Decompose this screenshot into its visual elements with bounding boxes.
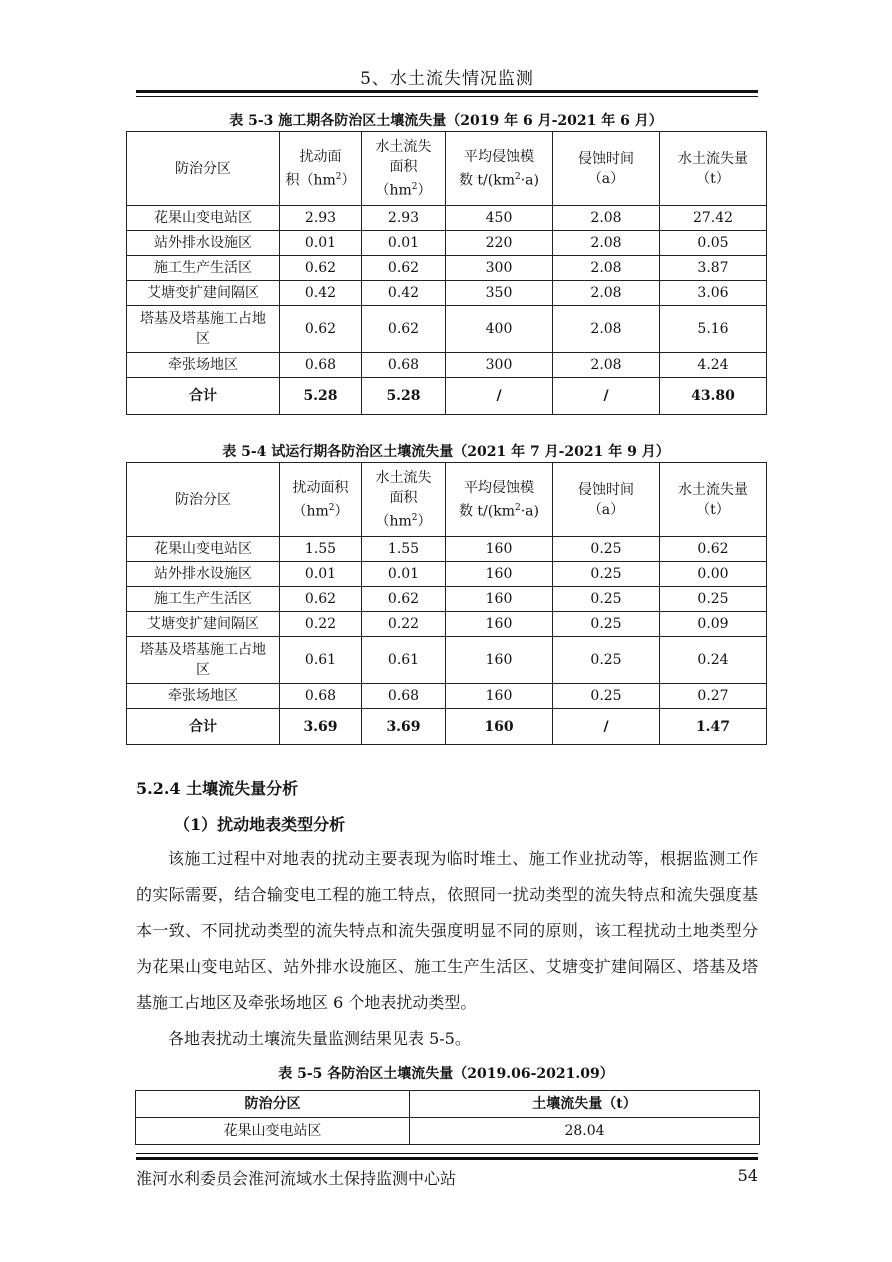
table3 bbox=[135, 1090, 760, 1145]
table1-cell: 塔基及塔基施工占地区 bbox=[127, 306, 280, 353]
table3-row bbox=[136, 1118, 760, 1145]
table2-row bbox=[127, 637, 767, 684]
table2-cell: 0.09 bbox=[660, 612, 767, 637]
table2-header-cell: 扰动面积 $(hm^2)$ bbox=[280, 463, 362, 537]
table2-cell: 1.55 bbox=[362, 537, 446, 562]
table2-cell: 0.25 bbox=[553, 637, 660, 684]
table1-cell: 花果山变电站区 bbox=[127, 206, 280, 231]
table2-total-cell: 160 bbox=[446, 709, 553, 745]
table2-row bbox=[127, 537, 767, 562]
table2-cell: 0.61 bbox=[280, 637, 362, 684]
table1-cell: 300 bbox=[446, 353, 553, 378]
table2-header-cell: 水土流失 面积 $(hm^2)$ bbox=[362, 463, 446, 537]
table1-row bbox=[127, 256, 767, 281]
table1-cell: 300 bbox=[446, 256, 553, 281]
table1-row bbox=[127, 206, 767, 231]
table1-total-cell: / bbox=[553, 378, 660, 415]
table3-header-cell: 防治分区 bbox=[136, 1091, 410, 1118]
table1-cell: 2.08 bbox=[553, 306, 660, 353]
table2-cell: 160 bbox=[446, 637, 553, 684]
table2-cell: 0.25 bbox=[553, 562, 660, 587]
table1-row bbox=[127, 353, 767, 378]
header-rule-thick bbox=[136, 90, 758, 93]
table2-cell: 0.22 bbox=[280, 612, 362, 637]
table1-header-cell: 水土流失 面积 $(hm^2)$ bbox=[362, 132, 446, 206]
table2-row bbox=[127, 684, 767, 709]
table1-cell: 0.42 bbox=[362, 281, 446, 306]
table2-caption: 表 5-4 试运行期各防治区土壤流失量（2021 年 7 月-2021 年 9 月） bbox=[222, 444, 670, 460]
table1-cell: 0.62 bbox=[362, 306, 446, 353]
table1-cell: 0.62 bbox=[280, 256, 362, 281]
table2-cell: 牵张场地区 bbox=[127, 684, 280, 709]
table1-cell: 0.01 bbox=[362, 231, 446, 256]
table2-cell: 站外排水设施区 bbox=[127, 562, 280, 587]
table2-total-row bbox=[127, 709, 767, 745]
table2-cell: 0.25 bbox=[660, 587, 767, 612]
footer-organization: 淮河水利委员会淮河流域水土保持监测中心站 bbox=[136, 1169, 457, 1188]
footer-rule-thin bbox=[136, 1153, 758, 1154]
table1-cell: 艾塘变扩建间隔区 bbox=[127, 281, 280, 306]
table1-row bbox=[127, 231, 767, 256]
table2-cell: 0.68 bbox=[280, 684, 362, 709]
table1-cell: 350 bbox=[446, 281, 553, 306]
chapter-header: 5、水土流失情况监测 bbox=[360, 69, 534, 89]
table2-total-cell: 3.69 bbox=[280, 709, 362, 745]
table2-cell: 塔基及塔基施工占地区 bbox=[127, 637, 280, 684]
table2-row bbox=[127, 562, 767, 587]
table2-cell: 0.22 bbox=[362, 612, 446, 637]
table1-cell: 2.08 bbox=[553, 353, 660, 378]
table1-cell: 施工生产生活区 bbox=[127, 256, 280, 281]
table1-cell: 0.62 bbox=[362, 256, 446, 281]
table1-header-row bbox=[127, 132, 767, 206]
table1-cell: 220 bbox=[446, 231, 553, 256]
table1-header-cell: 扰动面 积$(hm^2)$ bbox=[280, 132, 362, 206]
sub-heading: （1）扰动地表类型分析 bbox=[174, 815, 346, 834]
table2-header-cell: 侵蚀时间 （a） bbox=[553, 463, 660, 537]
table1-cell: 2.08 bbox=[553, 231, 660, 256]
table1-cell: 2.93 bbox=[280, 206, 362, 231]
table1-cell: 0.68 bbox=[362, 353, 446, 378]
table2-cell: 0.25 bbox=[553, 537, 660, 562]
page-number: 54 bbox=[737, 1166, 758, 1185]
table2-total-cell: 3.69 bbox=[362, 709, 446, 745]
table2-cell: 0.01 bbox=[280, 562, 362, 587]
table1-cell: 2.08 bbox=[553, 281, 660, 306]
table1-cell: 站外排水设施区 bbox=[127, 231, 280, 256]
table3-cell: 花果山变电站区 bbox=[136, 1118, 410, 1145]
table1-cell: 3.87 bbox=[660, 256, 767, 281]
table2-cell: 0.62 bbox=[362, 587, 446, 612]
table2-header-cell: 水土流失量 （t） bbox=[660, 463, 767, 537]
table2-cell: 0.25 bbox=[553, 684, 660, 709]
table1-cell: 5.16 bbox=[660, 306, 767, 353]
table1-cell: 2.08 bbox=[553, 206, 660, 231]
table2-cell: 0.25 bbox=[553, 612, 660, 637]
table1-row bbox=[127, 306, 767, 353]
table1-cell: 400 bbox=[446, 306, 553, 353]
table1-header-cell: 侵蚀时间 （a） bbox=[553, 132, 660, 206]
table1-cell: 0.42 bbox=[280, 281, 362, 306]
table2-cell: 160 bbox=[446, 612, 553, 637]
table1-cell: 2.93 bbox=[362, 206, 446, 231]
table2-cell: 0.27 bbox=[660, 684, 767, 709]
table1-cell: 27.42 bbox=[660, 206, 767, 231]
table2-cell: 160 bbox=[446, 587, 553, 612]
table2-header-cell: 平均侵蚀模 数 $t/(km^2\cdot a)$ bbox=[446, 463, 553, 537]
footer-rule-thick bbox=[136, 1157, 758, 1160]
table1-total-cell: 5.28 bbox=[280, 378, 362, 415]
table3-caption: 表 5-5 各防治区土壤流失量（2019.06-2021.09） bbox=[278, 1066, 614, 1082]
table2-cell: 160 bbox=[446, 537, 553, 562]
header-rule-thin bbox=[136, 96, 758, 97]
table2 bbox=[126, 462, 767, 745]
table2-total-cell: 合计 bbox=[127, 709, 280, 745]
table1-row bbox=[127, 281, 767, 306]
table2-row bbox=[127, 612, 767, 637]
body-paragraph-1: 该施工过程中对地表的扰动主要表现为临时堆土、施工作业扰动等，根据监测工作的实际需要，结合输变电工程的施工特点，依照同一扰动类型的流失特点和流失强度基本一致、不同扰动类型的流失特点和流失强度明显不同的原则，该工程扰动土地类型分为花果山变电站区、站外排水设施区、施工生产生活区、艾塘变扩建间隔区、塔基及塔基施工占地区及牵张场地区 6 个地表扰动类型。 bbox=[136, 849, 758, 1012]
table2-cell: 0.01 bbox=[362, 562, 446, 587]
table2-cell: 施工生产生活区 bbox=[127, 587, 280, 612]
table2-cell: 艾塘变扩建间隔区 bbox=[127, 612, 280, 637]
table2-header-row bbox=[127, 463, 767, 537]
table1-total-cell: 合计 bbox=[127, 378, 280, 415]
table1-cell: 2.08 bbox=[553, 256, 660, 281]
table1-cell: 0.05 bbox=[660, 231, 767, 256]
table1-total-cell: / bbox=[446, 378, 553, 415]
table1-total-cell: 5.28 bbox=[362, 378, 446, 415]
table1-cell: 450 bbox=[446, 206, 553, 231]
table1-caption: 表 5-3 施工期各防治区土壤流失量（2019 年 6 月-2021 年 6 月） bbox=[229, 113, 663, 129]
table1-cell: 0.62 bbox=[280, 306, 362, 353]
table2-cell: 0.24 bbox=[660, 637, 767, 684]
table2-total-cell: 1.47 bbox=[660, 709, 767, 745]
table1-header-cell: 防治分区 bbox=[127, 132, 280, 206]
table2-cell: 花果山变电站区 bbox=[127, 537, 280, 562]
table1-cell: 3.06 bbox=[660, 281, 767, 306]
table2-cell: 160 bbox=[446, 562, 553, 587]
table2-cell: 0.62 bbox=[660, 537, 767, 562]
table1-cell: 0.01 bbox=[280, 231, 362, 256]
table2-cell: 1.55 bbox=[280, 537, 362, 562]
table2-total-cell: / bbox=[553, 709, 660, 745]
table2-cell: 0.68 bbox=[362, 684, 446, 709]
table3-cell: 28.04 bbox=[410, 1118, 760, 1145]
table3-header-row bbox=[136, 1091, 760, 1118]
section-heading: 5.2.4 土壤流失量分析 bbox=[136, 779, 299, 798]
table2-header-cell: 防治分区 bbox=[127, 463, 280, 537]
table2-row bbox=[127, 587, 767, 612]
table3-header-cell: 土壤流失量（t） bbox=[410, 1091, 760, 1118]
table1 bbox=[126, 131, 767, 415]
table2-cell: 0.62 bbox=[280, 587, 362, 612]
table2-cell: 0.00 bbox=[660, 562, 767, 587]
table2-cell: 0.61 bbox=[362, 637, 446, 684]
table1-header-cell: 平均侵蚀模 数 $t/(km^2\cdot a)$ bbox=[446, 132, 553, 206]
table1-cell: 牵张场地区 bbox=[127, 353, 280, 378]
table1-header-cell: 水土流失量 （t） bbox=[660, 132, 767, 206]
table1-total-cell: 43.80 bbox=[660, 378, 767, 415]
table1-total-row bbox=[127, 378, 767, 415]
table1-cell: 4.24 bbox=[660, 353, 767, 378]
table1-cell: 0.68 bbox=[280, 353, 362, 378]
table2-cell: 160 bbox=[446, 684, 553, 709]
body-paragraph-2: 各地表扰动土壤流失量监测结果见表 5-5。 bbox=[168, 1029, 471, 1048]
table2-cell: 0.25 bbox=[553, 587, 660, 612]
